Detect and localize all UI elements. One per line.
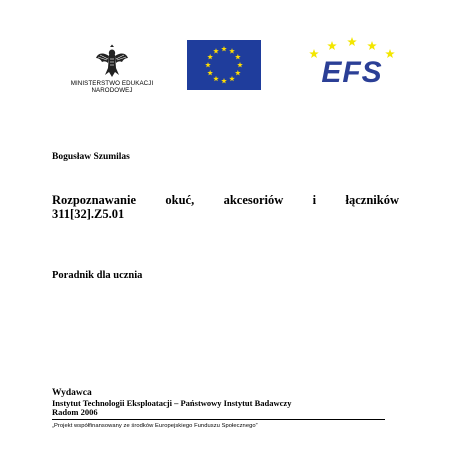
title-word: Rozpoznawanie [52, 193, 137, 207]
logo-row [0, 36, 452, 96]
title-code: 311[32].Z5.01 [52, 207, 125, 221]
ministry-name: MINISTERSTWO EDUKACJI NARODOWEJ [70, 80, 154, 94]
efs-logo-text: EFS [321, 56, 383, 88]
efs-star-icon [367, 41, 377, 50]
publisher-block [52, 389, 291, 418]
title-line-1 [52, 193, 399, 207]
footer-note: „Projekt współfinansowany ze środków Europejskiego Funduszu Społecznego” [52, 423, 258, 429]
publisher-label: Wydawca [52, 388, 92, 398]
efs-star-icon [347, 37, 357, 46]
efs-star-icon [385, 49, 395, 58]
title-word: akcesoriów [223, 193, 284, 207]
author-name: Bogusław Szumilas [52, 152, 130, 162]
eu-flag-icon [187, 40, 261, 90]
efs-star-icon [309, 49, 319, 58]
efs-star-icon [327, 41, 337, 50]
footer-divider [52, 419, 385, 420]
document-subtitle: Poradnik dla ucznia [52, 270, 143, 281]
efs-logo [302, 36, 402, 88]
publisher-place-year: Radom 2006 [52, 407, 98, 417]
title-word: okuć, [165, 193, 195, 207]
title-word: i [312, 193, 317, 207]
publisher-institute: Instytut Technologii Eksploatacji – Państwowy Instytut Badawczy [52, 397, 292, 408]
ministry-logo [62, 44, 162, 94]
title-word: łączników [345, 193, 399, 207]
white-eagle-emblem-icon [95, 44, 129, 78]
document-title [52, 193, 399, 221]
